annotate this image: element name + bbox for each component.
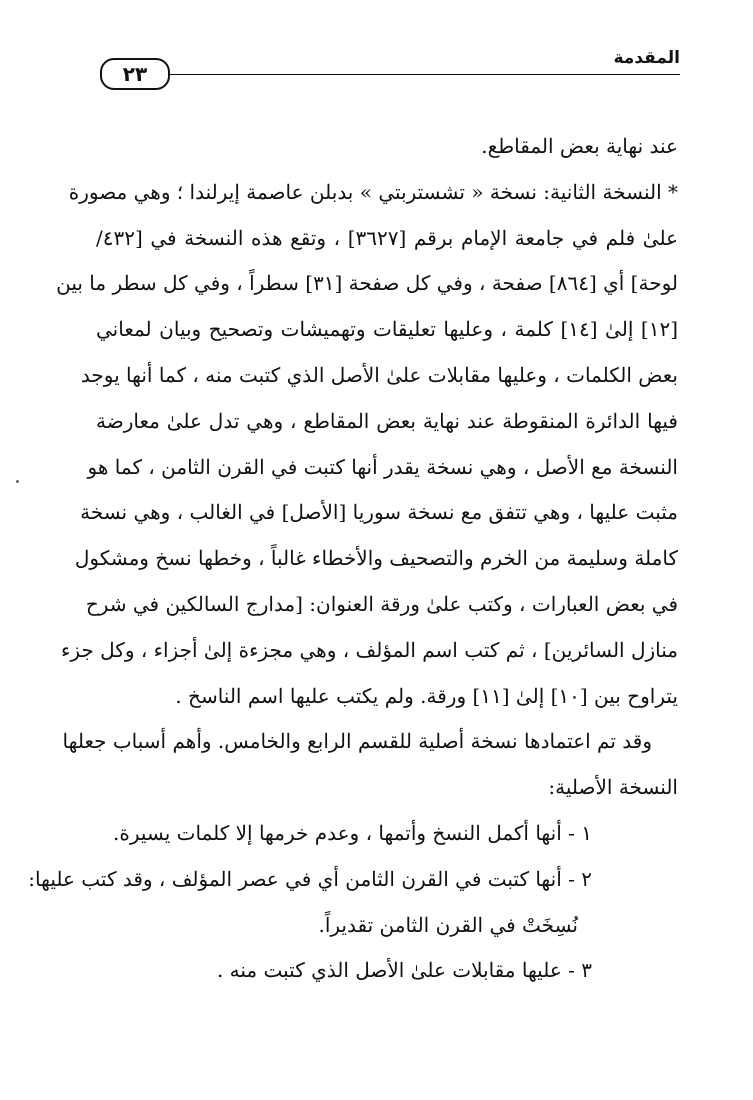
text-line-7: فيها الدائرة المنقوطة عند نهاية بعض المقاطع ، وهي تدل علىٰ معارضة [96, 408, 678, 433]
body-text [28, 124, 679, 994]
text-line-13: يتراوح بين [١٠] إلىٰ [١١] ورقة. ولم يكتب عليها اسم الناسخ . [175, 683, 678, 708]
text-line-6: بعض الكلمات ، وعليها مقابلات علىٰ الأصل الذي كتبت منه ، كما أنها يوجد [80, 362, 678, 387]
text-line-3: علىٰ فلم في جامعة الإمام برقم [٣٦٢٧] ، وتقع هذه النسخة في [٤٣٢/ [96, 225, 678, 250]
text-line-2: * النسخة الثانية: نسخة « تشستربتي » بدبلن عاصمة إيرلندا ؛ وهي مصورة [68, 179, 678, 204]
text-line-4: لوحة] أي [٨٦٤] صفحة ، وفي كل صفحة [٣١] سطراً ، وفي كل سطر ما بين [56, 271, 678, 296]
margin-dot [16, 480, 19, 483]
running-header [100, 46, 680, 90]
chapter-title: المقدمة [613, 48, 680, 68]
text-line-12: منازل السائرين] ، ثم كتب اسم المؤلف ، وهي مجزءة إلىٰ أجزاء ، وكل جزء [60, 637, 678, 662]
list-item-2-continuation: نُسِخَتْ في القرن الثامن تقديراً. [318, 912, 578, 937]
list-item-3: ٣ - عليها مقابلات علىٰ الأصل الذي كتبت منه . [216, 958, 592, 983]
text-line-5: [١٢] إلىٰ [١٤] كلمة ، وعليها تعليقات وتهميشات وتصحيح وبيان لمعاني [96, 317, 679, 342]
text-line-14: وقد تم اعتمادها نسخة أصلية للقسم الرابع والخامس. وأهم أسباب جعلها [62, 729, 652, 754]
header-rule [170, 74, 680, 75]
text-line-9: مثبت عليها ، وهي تتفق مع نسخة سوريا [الأصل] في الغالب ، وهي نسخة [80, 500, 678, 525]
list-item-1: ١ - أنها أكمل النسخ وأتمها ، وعدم خرمها إلا كلمات يسيرة. [112, 820, 592, 845]
text-line-15: النسخة الأصلية: [548, 775, 678, 800]
list-item-2: ٢ - أنها كتبت في القرن الثامن أي في عصر المؤلف ، وقد كتب عليها: [28, 866, 592, 891]
text-line-10: كاملة وسليمة من الخرم والتصحيف والأخطاء غالباً ، وخطها نسخ ومشكول [74, 546, 678, 571]
text-line-11: في بعض العبارات ، وكتب علىٰ ورقة العنوان: [مدارج السالكين في شرح [85, 591, 678, 616]
text-line-1: عند نهاية بعض المقاطع. [481, 134, 678, 158]
text-line-8: النسخة مع الأصل ، وهي نسخة يقدر أنها كتبت في القرن الثامن ، كما هو [87, 454, 678, 479]
page-number: ٢٣ [100, 58, 170, 90]
